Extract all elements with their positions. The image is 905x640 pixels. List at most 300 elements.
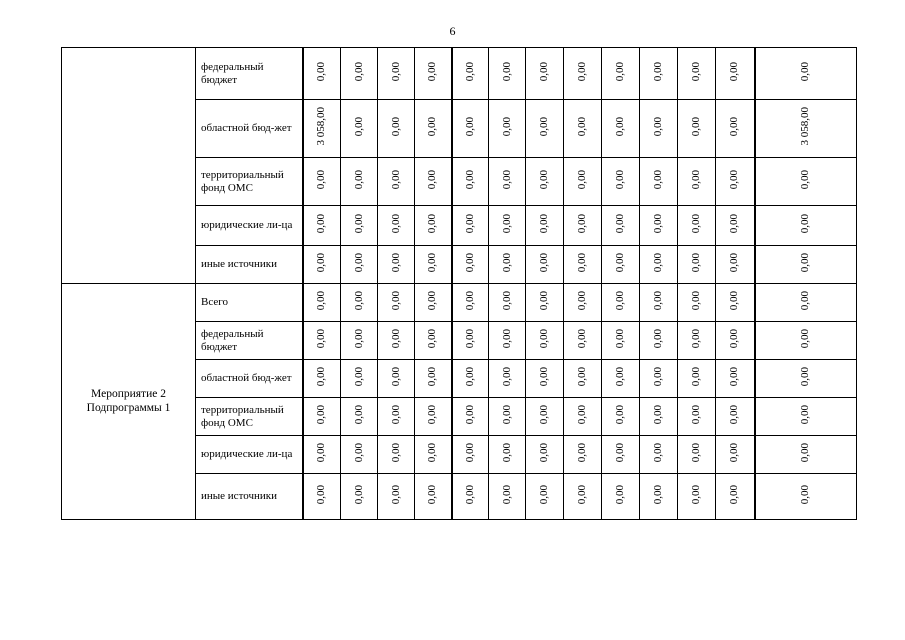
value-cell xyxy=(678,474,716,520)
total-value-cell xyxy=(755,206,857,246)
total-value-cell xyxy=(755,474,857,520)
value-text: 0,00 xyxy=(538,62,551,82)
value-text: 0,00 xyxy=(614,117,627,137)
funding-source-cell: иные источники xyxy=(196,474,303,520)
value-cell xyxy=(602,100,640,158)
value-cell xyxy=(489,206,526,246)
value-text: 0,00 xyxy=(799,329,812,349)
value-cell xyxy=(564,398,602,436)
value-text: 0,00 xyxy=(799,443,812,463)
value-cell xyxy=(678,284,716,322)
value-text: 0,00 xyxy=(728,62,741,82)
value-cell xyxy=(489,158,526,206)
value-cell xyxy=(526,48,564,100)
value-cell xyxy=(452,246,489,284)
value-text: 0,00 xyxy=(728,405,741,425)
value-text: 0,00 xyxy=(799,291,812,311)
value-text: 0,00 xyxy=(614,253,627,273)
value-text: 0,00 xyxy=(352,485,365,505)
value-text: 0,00 xyxy=(652,485,665,505)
value-cell xyxy=(415,436,452,474)
value-text: 0,00 xyxy=(463,405,476,425)
value-cell xyxy=(716,48,755,100)
value-cell xyxy=(303,436,341,474)
total-value-cell xyxy=(755,48,857,100)
value-cell xyxy=(415,206,452,246)
value-cell xyxy=(303,246,341,284)
value-text: 0,00 xyxy=(690,329,703,349)
value-text: 0,00 xyxy=(315,291,328,311)
value-cell xyxy=(452,360,489,398)
value-text: 0,00 xyxy=(799,214,812,234)
value-cell xyxy=(452,474,489,520)
value-text: 0,00 xyxy=(576,367,589,387)
value-text: 0,00 xyxy=(352,214,365,234)
value-cell xyxy=(341,100,378,158)
value-cell xyxy=(564,48,602,100)
value-text: 0,00 xyxy=(500,62,513,82)
value-cell xyxy=(678,100,716,158)
value-text: 0,00 xyxy=(690,170,703,190)
value-text: 0,00 xyxy=(614,170,627,190)
value-text: 0,00 xyxy=(614,214,627,234)
value-text: 0,00 xyxy=(315,62,328,82)
value-cell xyxy=(602,398,640,436)
value-cell xyxy=(716,100,755,158)
value-text: 0,00 xyxy=(538,291,551,311)
value-cell xyxy=(640,246,678,284)
value-cell xyxy=(678,360,716,398)
value-cell xyxy=(489,48,526,100)
value-cell xyxy=(415,48,452,100)
value-cell xyxy=(526,398,564,436)
value-text: 0,00 xyxy=(352,367,365,387)
value-cell xyxy=(526,284,564,322)
value-cell xyxy=(678,436,716,474)
value-cell xyxy=(341,246,378,284)
value-text: 0,00 xyxy=(389,117,402,137)
value-cell xyxy=(640,48,678,100)
value-cell xyxy=(341,436,378,474)
value-cell xyxy=(341,360,378,398)
value-text: 0,00 xyxy=(463,329,476,349)
value-text: 0,00 xyxy=(463,367,476,387)
funding-source-cell: федеральный бюджет xyxy=(196,48,303,100)
value-cell xyxy=(489,474,526,520)
value-text: 0,00 xyxy=(728,117,741,137)
value-text: 0,00 xyxy=(500,253,513,273)
value-text: 0,00 xyxy=(500,443,513,463)
value-text: 0,00 xyxy=(614,291,627,311)
value-cell xyxy=(602,206,640,246)
value-text: 0,00 xyxy=(352,291,365,311)
total-value-cell xyxy=(755,360,857,398)
value-cell xyxy=(378,474,415,520)
value-cell xyxy=(378,284,415,322)
table-row xyxy=(62,48,857,100)
value-text: 0,00 xyxy=(576,443,589,463)
value-cell xyxy=(526,436,564,474)
total-value-cell xyxy=(755,158,857,206)
value-cell xyxy=(678,398,716,436)
value-cell xyxy=(640,398,678,436)
value-text: 0,00 xyxy=(426,117,439,137)
value-text: 0,00 xyxy=(315,367,328,387)
value-cell xyxy=(678,322,716,360)
value-text: 0,00 xyxy=(538,117,551,137)
value-text: 0,00 xyxy=(315,170,328,190)
value-cell xyxy=(716,246,755,284)
value-text: 0,00 xyxy=(614,485,627,505)
value-cell xyxy=(602,158,640,206)
value-cell xyxy=(415,474,452,520)
value-text: 0,00 xyxy=(352,253,365,273)
funding-source-cell: юридические ли-ца xyxy=(196,206,303,246)
value-cell xyxy=(564,322,602,360)
value-cell xyxy=(526,474,564,520)
value-text: 0,00 xyxy=(690,291,703,311)
value-text: 0,00 xyxy=(652,291,665,311)
value-text: 0,00 xyxy=(576,62,589,82)
value-cell xyxy=(602,436,640,474)
value-text: 0,00 xyxy=(389,367,402,387)
value-cell xyxy=(716,284,755,322)
value-cell xyxy=(640,206,678,246)
value-cell xyxy=(526,158,564,206)
value-text: 0,00 xyxy=(389,170,402,190)
value-text: 0,00 xyxy=(690,117,703,137)
event-name-cell: Мероприятие 2 Подпрограммы 1 xyxy=(62,284,196,520)
value-cell xyxy=(303,398,341,436)
value-text: 0,00 xyxy=(463,253,476,273)
value-text: 0,00 xyxy=(538,253,551,273)
total-value-cell xyxy=(755,284,857,322)
value-text: 0,00 xyxy=(463,214,476,234)
value-cell xyxy=(452,100,489,158)
value-cell xyxy=(341,158,378,206)
value-text: 0,00 xyxy=(690,485,703,505)
value-text: 0,00 xyxy=(389,485,402,505)
value-cell xyxy=(489,398,526,436)
value-text: 0,00 xyxy=(652,117,665,137)
value-text: 0,00 xyxy=(500,485,513,505)
value-cell xyxy=(452,436,489,474)
value-cell xyxy=(640,100,678,158)
value-text: 0,00 xyxy=(652,405,665,425)
value-text: 0,00 xyxy=(576,253,589,273)
value-cell xyxy=(489,322,526,360)
value-text: 0,00 xyxy=(690,214,703,234)
funding-source-cell: юридические ли-ца xyxy=(196,436,303,474)
value-text: 0,00 xyxy=(799,62,812,82)
funding-source-cell: Всего xyxy=(196,284,303,322)
value-cell xyxy=(602,48,640,100)
value-text: 0,00 xyxy=(614,329,627,349)
value-text: 0,00 xyxy=(352,329,365,349)
value-text: 0,00 xyxy=(652,62,665,82)
value-text: 0,00 xyxy=(576,485,589,505)
value-text: 0,00 xyxy=(690,405,703,425)
value-cell xyxy=(564,284,602,322)
value-cell xyxy=(341,322,378,360)
value-text: 0,00 xyxy=(799,367,812,387)
value-cell xyxy=(341,206,378,246)
value-text: 0,00 xyxy=(728,367,741,387)
funding-source-cell: территориальный фонд ОМС xyxy=(196,398,303,436)
value-cell xyxy=(602,246,640,284)
value-cell xyxy=(526,360,564,398)
value-text: 0,00 xyxy=(500,329,513,349)
total-value-cell xyxy=(755,322,857,360)
value-text: 0,00 xyxy=(315,214,328,234)
value-text: 3 058,00 xyxy=(315,107,328,146)
value-text: 0,00 xyxy=(500,214,513,234)
value-cell xyxy=(678,158,716,206)
value-cell xyxy=(526,100,564,158)
value-text: 0,00 xyxy=(576,170,589,190)
value-cell xyxy=(303,284,341,322)
value-cell xyxy=(564,360,602,398)
value-cell xyxy=(489,100,526,158)
value-cell xyxy=(526,322,564,360)
funding-source-cell: областной бюд-жет xyxy=(196,360,303,398)
value-cell xyxy=(640,474,678,520)
value-text: 0,00 xyxy=(463,170,476,190)
value-text: 0,00 xyxy=(614,443,627,463)
value-text: 0,00 xyxy=(389,405,402,425)
value-cell xyxy=(489,284,526,322)
value-cell xyxy=(303,158,341,206)
value-cell xyxy=(640,322,678,360)
value-cell xyxy=(716,360,755,398)
value-text: 3 058,00 xyxy=(799,107,812,146)
funding-source-cell: областной бюд-жет xyxy=(196,100,303,158)
value-cell xyxy=(564,474,602,520)
value-cell xyxy=(303,322,341,360)
value-text: 0,00 xyxy=(352,405,365,425)
total-value-cell xyxy=(755,246,857,284)
value-text: 0,00 xyxy=(652,367,665,387)
total-value-cell xyxy=(755,100,857,158)
value-text: 0,00 xyxy=(463,485,476,505)
value-cell xyxy=(415,360,452,398)
value-cell xyxy=(716,158,755,206)
value-text: 0,00 xyxy=(389,443,402,463)
value-text: 0,00 xyxy=(576,214,589,234)
value-cell xyxy=(341,48,378,100)
value-text: 0,00 xyxy=(389,253,402,273)
value-text: 0,00 xyxy=(352,117,365,137)
value-text: 0,00 xyxy=(315,253,328,273)
total-value-cell xyxy=(755,398,857,436)
value-text: 0,00 xyxy=(352,170,365,190)
value-text: 0,00 xyxy=(500,405,513,425)
value-text: 0,00 xyxy=(538,214,551,234)
event-name-cell xyxy=(62,48,196,284)
value-text: 0,00 xyxy=(652,214,665,234)
value-cell xyxy=(564,436,602,474)
value-text: 0,00 xyxy=(538,367,551,387)
page-number: 6 xyxy=(449,24,456,38)
value-text: 0,00 xyxy=(728,443,741,463)
value-cell xyxy=(640,436,678,474)
value-cell xyxy=(415,398,452,436)
value-text: 0,00 xyxy=(500,291,513,311)
value-cell xyxy=(716,436,755,474)
value-text: 0,00 xyxy=(315,329,328,349)
value-text: 0,00 xyxy=(538,329,551,349)
value-cell xyxy=(452,322,489,360)
value-text: 0,00 xyxy=(690,253,703,273)
value-cell xyxy=(303,206,341,246)
value-text: 0,00 xyxy=(500,367,513,387)
value-cell xyxy=(678,246,716,284)
value-text: 0,00 xyxy=(690,367,703,387)
value-cell xyxy=(378,322,415,360)
value-cell xyxy=(378,360,415,398)
value-text: 0,00 xyxy=(576,291,589,311)
value-text: 0,00 xyxy=(538,405,551,425)
value-text: 0,00 xyxy=(389,214,402,234)
value-text: 0,00 xyxy=(463,117,476,137)
value-text: 0,00 xyxy=(690,443,703,463)
value-text: 0,00 xyxy=(426,367,439,387)
value-text: 0,00 xyxy=(690,62,703,82)
value-text: 0,00 xyxy=(799,253,812,273)
value-text: 0,00 xyxy=(728,329,741,349)
value-cell xyxy=(602,474,640,520)
value-cell xyxy=(678,206,716,246)
value-cell xyxy=(678,48,716,100)
value-cell xyxy=(526,246,564,284)
value-text: 0,00 xyxy=(389,329,402,349)
value-cell xyxy=(341,284,378,322)
value-cell xyxy=(378,246,415,284)
value-text: 0,00 xyxy=(576,329,589,349)
value-text: 0,00 xyxy=(426,329,439,349)
value-text: 0,00 xyxy=(652,329,665,349)
value-text: 0,00 xyxy=(614,405,627,425)
funding-source-cell: федеральный бюджет xyxy=(196,322,303,360)
value-text: 0,00 xyxy=(315,405,328,425)
value-cell xyxy=(303,474,341,520)
financing-table xyxy=(61,47,857,520)
value-cell xyxy=(303,100,341,158)
value-text: 0,00 xyxy=(728,170,741,190)
value-cell xyxy=(716,474,755,520)
value-text: 0,00 xyxy=(463,443,476,463)
value-text: 0,00 xyxy=(426,170,439,190)
value-cell xyxy=(378,100,415,158)
value-text: 0,00 xyxy=(426,405,439,425)
value-text: 0,00 xyxy=(799,485,812,505)
value-text: 0,00 xyxy=(500,117,513,137)
value-cell xyxy=(489,360,526,398)
value-text: 0,00 xyxy=(315,443,328,463)
value-cell xyxy=(341,474,378,520)
value-text: 0,00 xyxy=(389,62,402,82)
value-cell xyxy=(602,322,640,360)
total-value-cell xyxy=(755,436,857,474)
value-cell xyxy=(452,284,489,322)
value-text: 0,00 xyxy=(538,170,551,190)
value-text: 0,00 xyxy=(728,291,741,311)
value-text: 0,00 xyxy=(389,291,402,311)
value-cell xyxy=(452,206,489,246)
value-cell xyxy=(489,246,526,284)
value-cell xyxy=(378,436,415,474)
value-cell xyxy=(452,48,489,100)
value-cell xyxy=(415,100,452,158)
value-text: 0,00 xyxy=(500,170,513,190)
value-cell xyxy=(602,284,640,322)
value-text: 0,00 xyxy=(652,253,665,273)
value-cell xyxy=(716,398,755,436)
value-cell xyxy=(378,206,415,246)
value-cell xyxy=(489,436,526,474)
funding-source-cell: территориальный фонд ОМС xyxy=(196,158,303,206)
value-text: 0,00 xyxy=(426,291,439,311)
value-text: 0,00 xyxy=(426,214,439,234)
value-text: 0,00 xyxy=(538,485,551,505)
value-text: 0,00 xyxy=(463,291,476,311)
value-cell xyxy=(303,48,341,100)
value-text: 0,00 xyxy=(614,367,627,387)
value-text: 0,00 xyxy=(799,405,812,425)
value-text: 0,00 xyxy=(652,443,665,463)
value-text: 0,00 xyxy=(426,443,439,463)
value-cell xyxy=(640,284,678,322)
value-text: 0,00 xyxy=(728,253,741,273)
value-cell xyxy=(564,206,602,246)
value-cell xyxy=(378,158,415,206)
value-cell xyxy=(415,246,452,284)
value-text: 0,00 xyxy=(426,485,439,505)
value-cell xyxy=(564,158,602,206)
value-cell xyxy=(452,398,489,436)
value-cell xyxy=(378,398,415,436)
value-cell xyxy=(602,360,640,398)
value-text: 0,00 xyxy=(352,62,365,82)
value-cell xyxy=(640,360,678,398)
value-cell xyxy=(378,48,415,100)
value-text: 0,00 xyxy=(426,62,439,82)
value-text: 0,00 xyxy=(538,443,551,463)
value-cell xyxy=(716,206,755,246)
value-text: 0,00 xyxy=(426,253,439,273)
value-text: 0,00 xyxy=(652,170,665,190)
value-text: 0,00 xyxy=(352,443,365,463)
value-text: 0,00 xyxy=(728,485,741,505)
table-row xyxy=(62,284,857,322)
funding-source-cell: иные источники xyxy=(196,246,303,284)
value-cell xyxy=(716,322,755,360)
value-cell xyxy=(341,398,378,436)
value-text: 0,00 xyxy=(728,214,741,234)
value-text: 0,00 xyxy=(576,405,589,425)
value-cell xyxy=(415,158,452,206)
value-cell xyxy=(526,206,564,246)
value-cell xyxy=(303,360,341,398)
value-text: 0,00 xyxy=(463,62,476,82)
value-text: 0,00 xyxy=(576,117,589,137)
value-text: 0,00 xyxy=(315,485,328,505)
value-text: 0,00 xyxy=(799,170,812,190)
value-text: 0,00 xyxy=(614,62,627,82)
value-cell xyxy=(415,322,452,360)
value-cell xyxy=(415,284,452,322)
value-cell xyxy=(564,100,602,158)
